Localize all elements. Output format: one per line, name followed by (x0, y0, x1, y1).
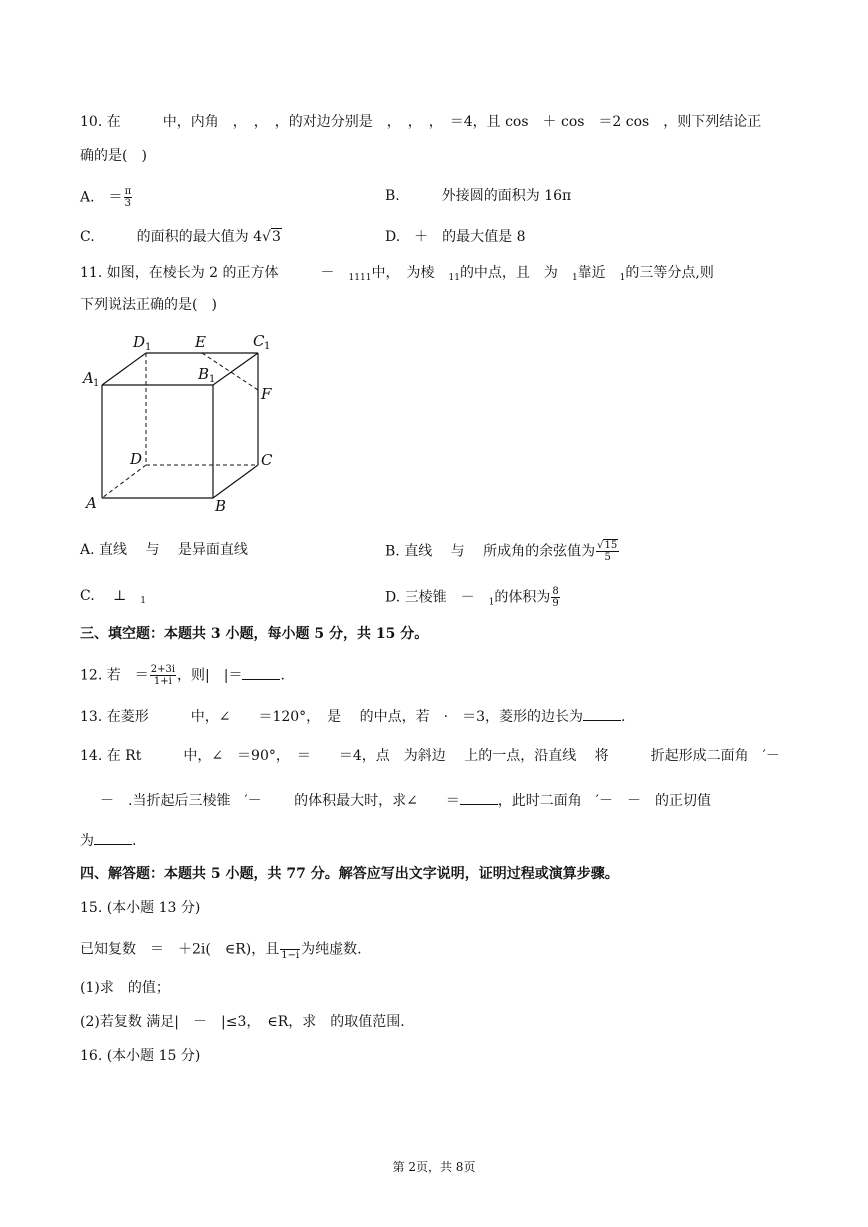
q10-line1: 10. 在 中，内角 ， ， ，的对边分别是 ， ， ， ＝4，且 cos ＋ cos ＝2 cos ，则下列结论正 (80, 114, 762, 130)
q11-option-c: C. ⊥ $_1$ (80, 588, 147, 606)
q11-line2: 下列说法正确的是( ) (80, 297, 217, 313)
label-a1: A (83, 369, 94, 387)
q12: 12. 若 ＝ $\frac{2+3i}{1+i}$ ，则| |＝ . (80, 664, 285, 687)
q11-option-d: D. 三棱锥 － $_1$的体积为 $\frac{8}{9}$ (385, 586, 559, 609)
q10-option-b: B. 外接圆的面积为 16π (385, 188, 572, 204)
q15-part1: (1)求 的值； (80, 980, 170, 996)
q10-line2: 确的是( ) (80, 148, 147, 164)
sub-d1: 1 (145, 342, 152, 353)
label-a: A (86, 494, 97, 512)
q15-stem: 已知复数 ＝ ＋2i( ∈R)，且 1−i 为纯虚数. (80, 938, 362, 961)
q15-title: 15. (本小题 13 分) (80, 900, 201, 916)
q14-answer-blank-1 (460, 790, 498, 805)
q10-option-d: D. ＋ 的最大值是 8 (385, 229, 526, 245)
label-d1: D (133, 333, 146, 351)
q10-option-a: A. ＝ $\frac{\pi}{3}$ (80, 186, 132, 209)
label-f: F (261, 385, 272, 403)
section-4-heading: 四、解答题：本题共 5 小题，共 77 分。解答应写出文字说明，证明过程或演算步骤。 (80, 866, 619, 882)
label-b1: B (198, 365, 210, 383)
q14-line1: 14. 在 Rt 中，∠ ＝90°， ＝ ＝4，点 为斜边 上的一点，沿直线 将 折起形成二面角 ′－ (80, 748, 780, 764)
q14-answer-blank-2 (94, 830, 132, 845)
sub-c1: 1 (264, 341, 271, 352)
q13: 13. 在菱形 中，∠ ＝120°， 是 的中点，若 · ＝3，菱形的边长为 . (80, 706, 625, 727)
q13-answer-blank (583, 706, 621, 721)
q12-answer-blank (242, 665, 280, 680)
label-c: C (261, 451, 273, 469)
label-d: D (130, 450, 143, 468)
cube-figure (78, 326, 288, 516)
sub-a1: 1 (93, 378, 100, 389)
q11-option-b: B. 直线 与 所成角的余弦值为 $\frac{√15}{5}$ (385, 540, 618, 563)
q10-option-c: C. 的面积的最大值为 4√3 (80, 229, 281, 245)
label-c1: C (253, 332, 265, 350)
q14-line2: － .当折起后三棱锥 ′－ 的体积最大时，求∠ ＝ ，此时二面角 ′－ － 的正切值 (100, 790, 711, 811)
page-footer: 第 2页，共 8页 (392, 1160, 476, 1174)
q11-option-a: A. 直线 与 是异面直线 (80, 542, 248, 558)
label-e: E (195, 333, 206, 351)
q14-line3: 为 . (80, 830, 136, 851)
label-b: B (215, 497, 227, 515)
q11-line1: 11. 如图，在棱长为 2 的正方体 － $_{1111}$中， 为棱 $_{11}$的中点，且 为 $_1$靠近 $_1$的三等分点,则 (80, 265, 714, 283)
q16-title: 16. (本小题 15 分) (80, 1048, 201, 1064)
sub-b1: 1 (209, 374, 216, 385)
section-3-heading: 三、填空题：本题共 3 小题，每小题 5 分，共 15 分。 (80, 626, 429, 642)
q15-part2: (2)若复数 满足| － |≤3， ∈R，求 的取值范围. (80, 1014, 405, 1030)
